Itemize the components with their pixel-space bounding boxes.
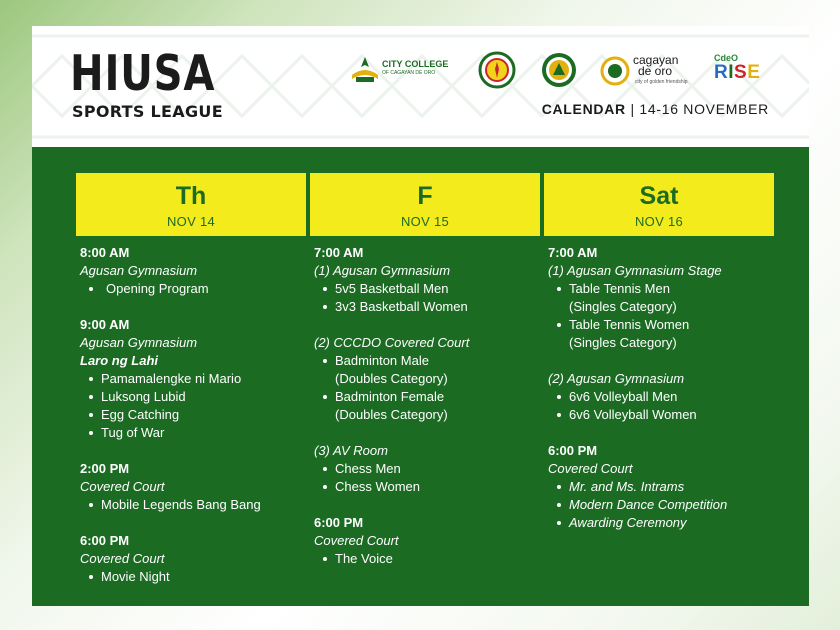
block-time: 7:00 AM: [548, 245, 598, 260]
block-time: 6:00 PM: [80, 533, 130, 548]
block-venue: (2) CCCDO Covered Court: [314, 335, 470, 350]
event-item: Tug of War: [80, 424, 315, 442]
cdeo-word: CdeO: [714, 53, 739, 63]
cdo-tagline: city of golden friendship: [635, 79, 688, 85]
event-item: Movie Night: [80, 568, 315, 586]
rise-word: RISE: [714, 62, 761, 83]
event-list: [80, 496, 315, 514]
thursday-schedule: [80, 244, 315, 604]
event-list: [314, 460, 549, 496]
venue-group: [314, 262, 549, 316]
day-header-friday: [310, 173, 540, 236]
event-list: [80, 370, 315, 442]
cagayan-word: cagayan: [633, 53, 679, 67]
event-list: [548, 388, 783, 424]
schedule-block: [80, 244, 315, 298]
block-time: 8:00 AM: [80, 245, 130, 260]
day-name: Sat: [639, 182, 679, 210]
block-time: 6:00 PM: [548, 443, 598, 458]
event-item: 5v5 Basketball Men: [314, 280, 549, 298]
block-venue: Agusan Gymnasium: [80, 335, 198, 350]
schedule-block: [80, 316, 315, 442]
event-item: Mobile Legends Bang Bang: [80, 496, 315, 514]
block-time: 2:00 PM: [80, 461, 130, 476]
event-item: Table Tennis Men: [548, 280, 783, 298]
schedule-block: [548, 244, 783, 424]
seal-logo-1: [478, 51, 516, 91]
event-list: [314, 280, 549, 316]
schedule-block: [314, 244, 549, 496]
block-venue: Covered Court: [80, 479, 165, 494]
block-venue: (1) Agusan Gymnasium Stage: [548, 263, 722, 278]
event-item: Chess Women: [314, 478, 549, 496]
league-subtitle: SPORTS LEAGUE: [72, 102, 223, 121]
de-oro-word: de oro: [638, 64, 673, 78]
event-item: Egg Catching: [80, 406, 315, 424]
schedule-block: [80, 532, 315, 586]
block-time: 9:00 AM: [80, 317, 130, 332]
block-venue: Covered Court: [314, 533, 399, 548]
seal-logo-2: [540, 51, 578, 91]
event-item: Modern Dance Competition: [548, 496, 783, 514]
city-college-logo: [348, 51, 454, 91]
block-venue: (1) Agusan Gymnasium: [314, 263, 451, 278]
schedule-block: [80, 460, 315, 514]
cdeo-rise-logo: [714, 51, 772, 91]
schedule-block: [548, 442, 783, 532]
block-venue: Agusan Gymnasium: [80, 263, 198, 278]
event-item: 6v6 Volleyball Men: [548, 388, 783, 406]
event-list: [548, 478, 783, 532]
event-item: Awarding Ceremony: [548, 514, 783, 532]
event-list: [314, 550, 549, 568]
calendar-label: [542, 101, 769, 117]
city-college-caption: OF CAGAYAN DE ORO: [382, 70, 436, 76]
venue-group: [314, 334, 549, 424]
day-date: NOV 16: [634, 214, 684, 229]
event-item-note: (Doubles Category): [335, 371, 448, 386]
event-item: Luksong Lubid: [80, 388, 315, 406]
event-item: Pamamalengke ni Mario: [80, 370, 315, 388]
header: [32, 26, 809, 147]
cagayan-de-oro-logo: [600, 51, 692, 91]
day-name: Th: [175, 182, 207, 210]
event-list: [80, 568, 315, 586]
event-item: Badminton Female: [314, 388, 549, 406]
calendar-prefix: CALENDAR: [541, 101, 626, 117]
calendar-separator: |: [630, 101, 640, 117]
day-name: F: [417, 182, 433, 210]
day-date: NOV 15: [400, 214, 450, 229]
event-list: [548, 280, 783, 352]
event-item-note: (Singles Category): [569, 335, 677, 350]
block-time: 6:00 PM: [314, 515, 364, 530]
venue-group: [548, 370, 783, 424]
event-list: [80, 280, 315, 298]
block-venue: Covered Court: [548, 461, 633, 476]
calendar-dates: 14-16 NOVEMBER: [639, 101, 769, 117]
block-venue: (2) Agusan Gymnasium: [548, 371, 685, 386]
event-item: 6v6 Volleyball Women: [548, 406, 783, 424]
venue-group: [548, 262, 783, 352]
calendar-card: [32, 26, 809, 606]
day-date: NOV 14: [166, 214, 216, 229]
schedule-panel: [32, 147, 809, 606]
league-title: HIUSA: [70, 45, 216, 102]
saturday-schedule: [548, 244, 783, 550]
friday-schedule: [314, 244, 549, 586]
event-item: Mr. and Ms. Intrams: [548, 478, 783, 496]
event-item: Opening Program: [80, 280, 315, 298]
event-item: 3v3 Basketball Women: [314, 298, 549, 316]
event-item-note: (Singles Category): [569, 299, 677, 314]
block-venue: Covered Court: [80, 551, 165, 566]
event-list: [314, 352, 549, 424]
block-venue: (3) AV Room: [314, 443, 388, 458]
block-heading: Laro ng Lahi: [80, 353, 158, 368]
event-item-note: (Doubles Category): [335, 407, 448, 422]
day-header-saturday: [544, 173, 774, 236]
venue-group: [314, 442, 549, 496]
event-item: Table Tennis Women: [548, 316, 783, 334]
event-item: Chess Men: [314, 460, 549, 478]
event-item: The Voice: [314, 550, 549, 568]
day-header-thursday: [76, 173, 306, 236]
event-item: Badminton Male: [314, 352, 549, 370]
block-time: 7:00 AM: [314, 245, 364, 260]
schedule-block: [314, 514, 549, 568]
city-college-name: CITY COLLEGE: [382, 59, 449, 69]
